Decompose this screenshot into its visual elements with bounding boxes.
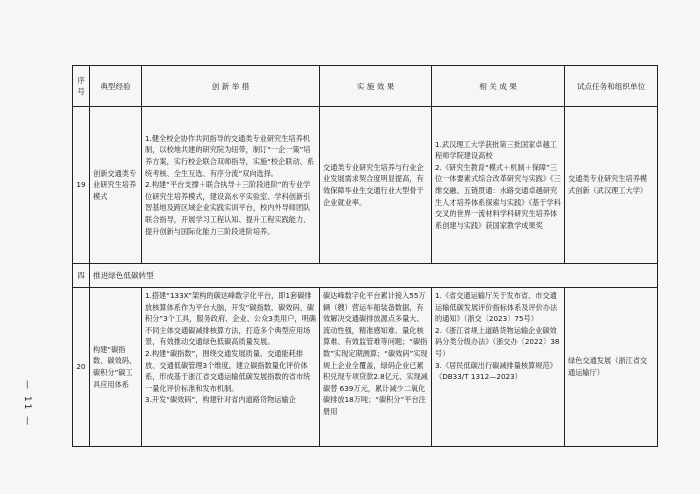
page-number: — 11 — bbox=[22, 380, 32, 428]
section-number: 四 bbox=[73, 264, 90, 288]
section-row bbox=[73, 264, 658, 288]
row-effects: 交通类专业研究生培养与行业企业发展需求契合度明显提高，有效保障毕业生交通行业大型骨干企业就业率。 bbox=[320, 107, 432, 264]
header-row bbox=[73, 66, 658, 107]
header-results: 相 关 成 果 bbox=[432, 66, 565, 107]
section-title: 推进绿色低碳转型 bbox=[90, 264, 658, 288]
row-measures: 1.搭建“133X”架构的碳达峰数字化平台，即1套碳排放核算体系作为平台大脑，开发“碳指数、碳效码、碳积分”3个工具，服务政府、企业、公众3类用户，明确不同主体交通碳减排核算方法，打造多个典型应用场景，有效推动交通绿色低碳高质量发展。 2.构建“碳指数”，围绕交通发展质量、交通能耗排放、交通低碳管理3个维度，建立碳指数量化评价体系，形成基于浙江省交通运输低碳发展指数的省市统一量化评价标准和发布机制。 3.开发“碳效码”，构建针对省内道路货物运输企 bbox=[142, 288, 320, 447]
header-measures: 创 新 举 措 bbox=[142, 66, 320, 107]
header-unit: 试点任务和组织单位 bbox=[565, 66, 658, 107]
row-seq: 19 bbox=[73, 107, 90, 264]
row-seq: 20 bbox=[73, 288, 90, 447]
header-effects: 实 施 效 果 bbox=[320, 66, 432, 107]
row-typical: 创新交通类专业研究生培养模式 bbox=[90, 107, 142, 264]
row-results: 1.武汉理工大学获批第三批国家卓越工程师学院建设高校 2.《研究生教育“模式＋机制＋保障”三位一体要素式综合改革研究与实践》《三维交融、五链贯通：水路交通卓越研究生人才培养体系探索与实践》《基于学科交叉的世界一流材料学科研究生培养体系创建与实践》获国家教学成果奖 bbox=[432, 107, 565, 264]
row-measures: 1.健全校企协作共同指导的交通类专业研究生培养机制，以校地共建的研究院为纽带，制订“一企一策”培养方案，实行校企联合双师指导，实施“校企联动、系统考核、全生互选、有序分流”双向选择。 2.构建“平台支撑＋联合执导＋三阶段进阶”的专业学位研究生培养模式，建设高水平实验室、学科创新引智基地及跨区域企业实践实训平台，校内外导师团队联合指导，开展学习工程认知、提升工程实践能力、提升创新与国际化能力三阶段进阶培养。 bbox=[142, 107, 320, 264]
row-typical: 构建“碳指数、碳效码、碳积分”碳工具应用体系 bbox=[90, 288, 142, 447]
row-effects: 碳达峰数字化平台累计接入55万辆（艘）营运车船装备数据，有效解决交通碳排放源点多量大、流动性强，精准感知难、量化核算难、有效监管难等问题；“碳指数”实现定期测算；“碳效码”实现规上企业全覆盖，绿码企业已累积兑现专项贷款2.8亿元、实现减碳替 639万元，累计减少二氧化碳排放18万吨；“碳积分”平台注册用 bbox=[320, 288, 432, 447]
row-unit: 绿色交通发展（浙江省交通运输厅） bbox=[565, 288, 658, 447]
pilot-experience-table bbox=[72, 65, 658, 447]
table-row bbox=[73, 288, 658, 447]
row-unit: 交通类专业研究生培养模式创新（武汉理工大学） bbox=[565, 107, 658, 264]
header-typical: 典型经验 bbox=[90, 66, 142, 107]
row-results: 1.《省交通运输厅关于发布省、市交通运输低碳发展评价指标体系及评价办法的通知》（浙交〔2023〕75号） 2.《浙江省规上道路货物运输企业碳效码分类分级办法》（浙交办〔2022〕38号） 3.《居民低碳出行碳减排量核算规范》（DB33/T 1312—2023） bbox=[432, 288, 565, 447]
table-row bbox=[73, 107, 658, 264]
header-seq: 序号 bbox=[73, 66, 90, 107]
